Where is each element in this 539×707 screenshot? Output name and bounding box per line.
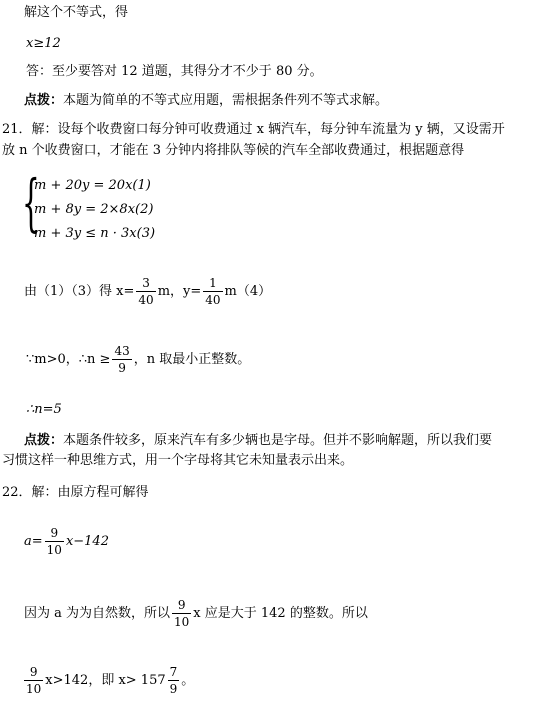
- reason-line: [24, 594, 368, 634]
- tip-text: 本题为简单的不等式应用题，需根据条件列不等式求解。: [63, 93, 389, 108]
- fraction: [24, 665, 43, 696]
- text-segment: ，n 取最小正整数。: [133, 352, 251, 367]
- denominator: 40: [205, 293, 221, 307]
- numerator: 3: [136, 276, 155, 292]
- tip-label: 点拨：: [24, 433, 64, 448]
- text-segment: m（4）: [224, 284, 272, 299]
- result-line: x≥12: [26, 36, 61, 51]
- text-segment: ∵m>0，∴n ≥: [26, 352, 111, 367]
- numerator: 7: [169, 665, 178, 679]
- text-segment: x−142: [65, 534, 109, 549]
- denominator: 40: [138, 293, 154, 307]
- problem-21-line-2: 放 n 个收费窗口，才能在 3 分钟内将排队等候的汽车全部收费通过，根据题意得: [2, 143, 465, 158]
- equation-3: m + 3y ≤ n · 3x(3): [34, 226, 156, 241]
- equation-2: m + 8y = 2×8x(2): [34, 202, 154, 217]
- answer-line: 答：至少要答对 12 道题，其得分才不少于 80 分。: [26, 64, 323, 79]
- tip-line: [24, 92, 388, 110]
- text-segment: x 应是大于 142 的整数。所以: [193, 606, 368, 621]
- solution-line: [24, 522, 109, 562]
- fraction: [136, 276, 155, 307]
- final-line: [22, 661, 194, 701]
- fraction: [172, 598, 191, 629]
- problem-22-line: 22．解：由原方程可解得: [2, 485, 149, 500]
- derivation-line: [24, 272, 271, 312]
- fraction: [112, 344, 131, 375]
- numerator: 43: [114, 344, 130, 358]
- fraction: [45, 526, 64, 557]
- text-segment: 由（1）（3）得 x=: [24, 284, 135, 299]
- denominator: 10: [46, 543, 62, 557]
- equation-1: m + 20y = 20x(1): [34, 178, 151, 193]
- tip-line: [24, 432, 492, 450]
- numerator: 9: [172, 598, 191, 614]
- text-segment: 。: [181, 673, 195, 688]
- fraction: [203, 276, 222, 307]
- denominator: 9: [169, 682, 178, 696]
- numerator: 9: [24, 665, 43, 681]
- text-line: 解这个不等式，得: [24, 5, 129, 20]
- left-brace: {: [22, 166, 40, 239]
- tip-line-2: 习惯这样一种思维方式，用一个字母将其它未知量表示出来。: [2, 453, 354, 468]
- text-segment: a=: [24, 534, 43, 549]
- numerator: 1: [203, 276, 222, 292]
- text-segment: 因为 a 为为自然数，所以: [24, 606, 171, 621]
- text-segment: m，y=: [157, 284, 202, 299]
- numerator: 9: [45, 526, 64, 542]
- conclusion-line: ∴n=5: [26, 402, 62, 417]
- denominator: 9: [118, 361, 126, 375]
- problem-21-line-1: 21．解：设每个收费窗口每分钟可收费通过 x 辆汽车，每分钟车流量为 y 辆，又设需开: [2, 122, 505, 137]
- tip-text: 本题条件较多，原来汽车有多少辆也是字母。但并不影响解题，所以我们要: [63, 433, 493, 448]
- equation-system: [22, 166, 192, 246]
- denominator: 10: [26, 682, 42, 696]
- tip-label: 点拨：: [24, 93, 64, 108]
- fraction: [168, 665, 180, 696]
- denominator: 10: [174, 615, 190, 629]
- text-segment: x>142，即 x> 157: [45, 673, 166, 688]
- condition-line: [26, 340, 250, 380]
